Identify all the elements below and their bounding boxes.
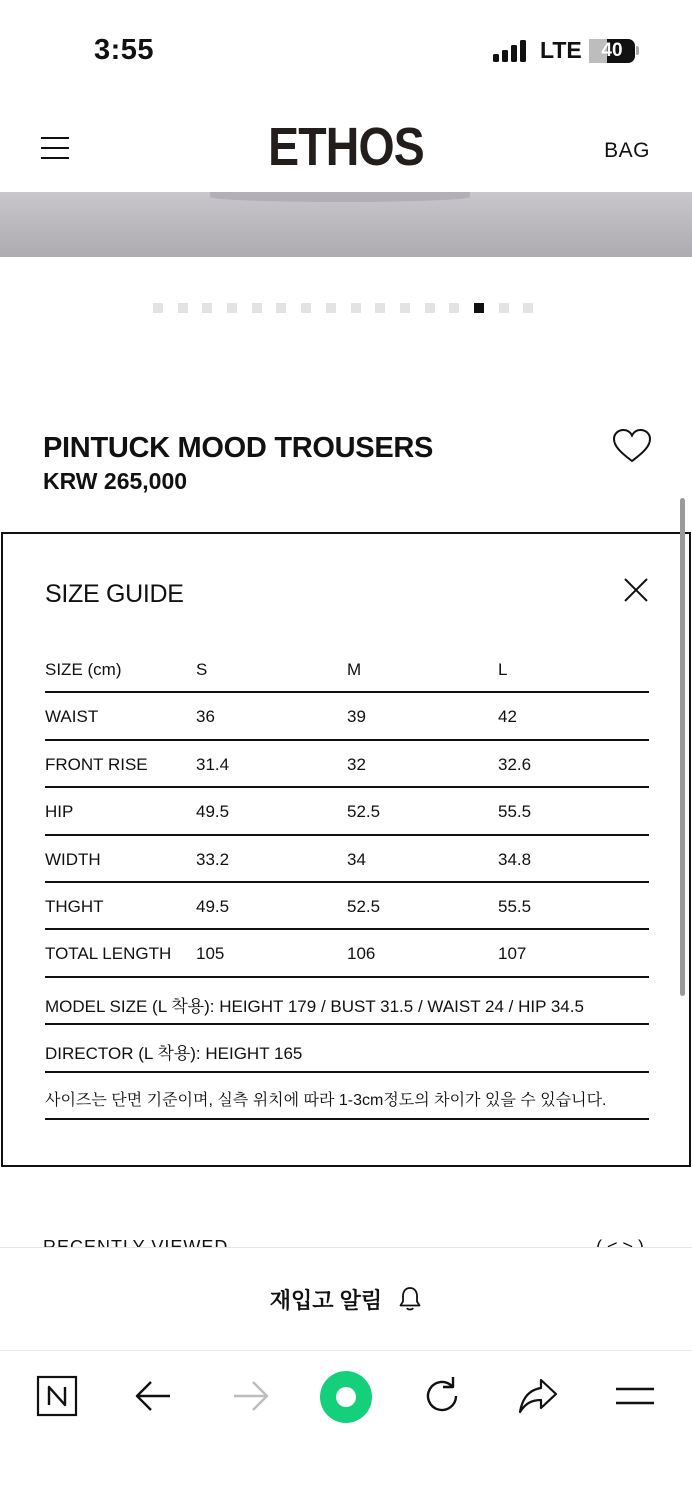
- row-label: WIDTH: [45, 849, 101, 869]
- back-arrow-icon[interactable]: [132, 1374, 176, 1418]
- table-cell: 39: [347, 707, 366, 727]
- battery-icon: [589, 39, 635, 63]
- table-cell: 106: [347, 944, 376, 964]
- row-label: HIP: [45, 802, 74, 822]
- table-cell: 49.5: [196, 802, 230, 822]
- image-shadow: [210, 192, 470, 202]
- table-cell: 32: [347, 754, 366, 774]
- note-text: DIRECTOR (L 착용): HEIGHT 165: [45, 1044, 303, 1064]
- row-label: FRONT RISE: [45, 754, 148, 774]
- note-text: MODEL SIZE (L 착용): HEIGHT 179 / BUST 31.5 / WAIST 24 / HIP 34.5: [45, 996, 584, 1016]
- row-label: THGHT: [45, 896, 104, 916]
- pagination-dot[interactable]: [449, 303, 459, 313]
- bell-icon: [398, 1286, 422, 1312]
- table-row: [45, 836, 649, 883]
- table-cell: 34.8: [498, 849, 532, 869]
- table-cell: 52.5: [347, 802, 381, 822]
- size-guide-modal: [1, 532, 691, 1167]
- size-table: [45, 646, 649, 1120]
- pagination-dot[interactable]: [425, 303, 435, 313]
- battery-percent: 40: [601, 40, 623, 61]
- pagination-dot[interactable]: [252, 303, 262, 313]
- pagination-dot[interactable]: [523, 303, 533, 313]
- product-image[interactable]: [0, 192, 692, 257]
- column-header: SIZE (cm): [45, 660, 122, 679]
- pagination-dot[interactable]: [276, 303, 286, 313]
- table-header-row: [45, 646, 649, 693]
- row-label: WAIST: [45, 707, 99, 727]
- table-cell: 49.5: [196, 896, 230, 916]
- forward-arrow-icon[interactable]: [228, 1374, 272, 1418]
- table-cell: 55.5: [498, 896, 532, 916]
- menu-icon[interactable]: [613, 1374, 657, 1418]
- table-cell: 52.5: [347, 896, 381, 916]
- share-icon[interactable]: [516, 1374, 560, 1418]
- size-guide-title: SIZE GUIDE: [45, 580, 184, 608]
- table-cell: 34: [347, 849, 366, 869]
- product-price: KRW 265,000: [43, 468, 188, 494]
- measurement-disclaimer: [45, 1073, 649, 1120]
- column-header: S: [196, 660, 208, 679]
- table-cell: 31.4: [196, 754, 230, 774]
- heart-icon[interactable]: [612, 428, 652, 464]
- table-row: [45, 930, 649, 977]
- close-icon[interactable]: [623, 577, 649, 603]
- pagination-dot[interactable]: [227, 303, 237, 313]
- restock-alert-button[interactable]: [0, 1284, 692, 1315]
- status-time: 3:55: [94, 34, 155, 66]
- pagination-dot[interactable]: [301, 303, 311, 313]
- restock-bar: [0, 1247, 692, 1351]
- product-title: PINTUCK MOOD TROUSERS: [43, 432, 434, 464]
- pagination-dot[interactable]: [153, 303, 163, 313]
- table-row: [45, 883, 649, 930]
- green-dot-icon[interactable]: [318, 1369, 374, 1425]
- signal-icon: [493, 40, 529, 62]
- table-cell: 105: [196, 944, 225, 964]
- table-row: [45, 788, 649, 835]
- table-cell: 107: [498, 944, 527, 964]
- reload-icon[interactable]: [420, 1374, 464, 1418]
- table-cell: 55.5: [498, 802, 532, 822]
- naver-home-icon[interactable]: [35, 1374, 79, 1418]
- battery-cap: [636, 46, 639, 55]
- note-text: 사이즈는 단면 기준이며, 실측 위치에 따라 1-3cm정도의 차이가 있을 수 있습니다.: [45, 1091, 607, 1109]
- restock-label: 재입고 알림: [269, 1288, 383, 1313]
- column-header: M: [347, 660, 362, 679]
- recently-viewed-controls[interactable]: [596, 1236, 644, 1246]
- bag-button[interactable]: BAG: [604, 139, 650, 162]
- table-cell: 36: [196, 707, 215, 727]
- pagination-dot[interactable]: [375, 303, 385, 313]
- gallery-pagination: [153, 303, 533, 313]
- pagination-dot[interactable]: [178, 303, 188, 313]
- director-size-note: [45, 1025, 649, 1072]
- pagination-dot[interactable]: [400, 303, 410, 313]
- pagination-dot[interactable]: [474, 303, 484, 313]
- table-cell: 32.6: [498, 754, 532, 774]
- table-cell: 33.2: [196, 849, 230, 869]
- pagination-dot[interactable]: [499, 303, 509, 313]
- browser-toolbar: [0, 1352, 692, 1500]
- table-cell: 42: [498, 707, 517, 727]
- model-size-note: [45, 978, 649, 1025]
- pagination-dot[interactable]: [326, 303, 336, 313]
- pagination-dot[interactable]: [351, 303, 361, 313]
- row-label: TOTAL LENGTH: [45, 944, 172, 964]
- network-label: LTE: [540, 37, 582, 63]
- ethos-logo[interactable]: ETHOS: [268, 117, 424, 177]
- page-scrollbar[interactable]: [680, 498, 685, 996]
- recently-viewed-label: [43, 1236, 228, 1246]
- column-header: L: [498, 660, 508, 679]
- pagination-dot[interactable]: [202, 303, 212, 313]
- table-row: [45, 741, 649, 788]
- table-row: [45, 693, 649, 740]
